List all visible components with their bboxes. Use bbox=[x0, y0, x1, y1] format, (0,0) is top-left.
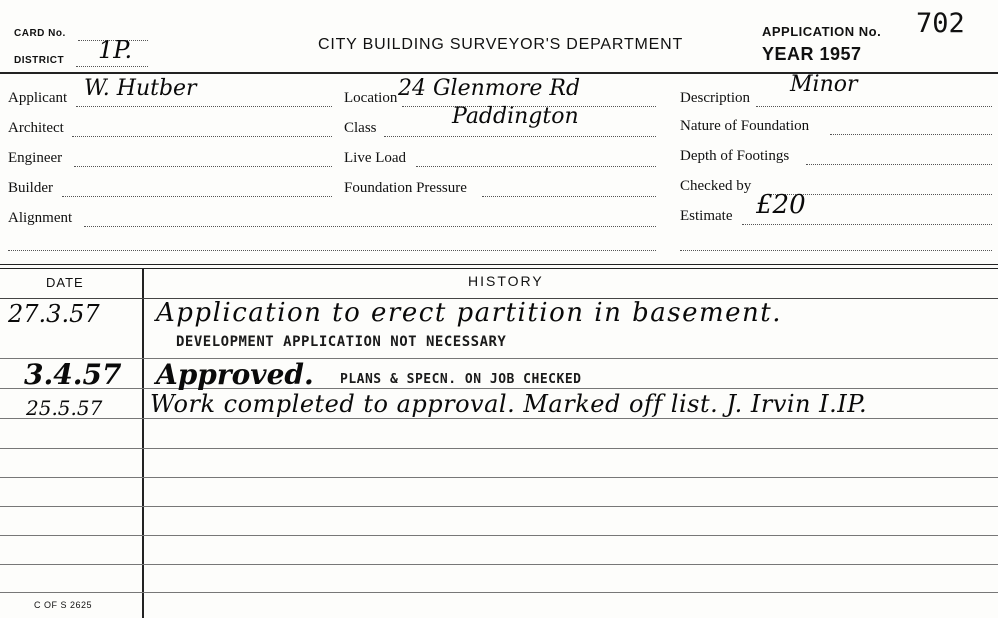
location-label: Location bbox=[344, 90, 398, 106]
ruled-line bbox=[0, 506, 998, 507]
ruled-line bbox=[0, 388, 998, 389]
description-label: Description bbox=[680, 90, 750, 106]
applicant-line bbox=[76, 106, 332, 107]
builder-line bbox=[62, 196, 332, 197]
application-no-label: APPLICATION No. bbox=[762, 24, 882, 39]
class-label: Class bbox=[344, 120, 377, 136]
live-load-label: Live Load bbox=[344, 150, 407, 166]
description-line bbox=[756, 106, 992, 107]
estimate-line bbox=[742, 224, 992, 225]
history-stamp: PLANS & SPECN. ON JOB CHECKED bbox=[340, 372, 582, 387]
history-date: 25.5.57 bbox=[26, 396, 103, 420]
ruled-line bbox=[0, 448, 998, 449]
district-value: 1P. bbox=[98, 36, 133, 64]
applicant-label: Applicant bbox=[8, 90, 68, 106]
history-stamp: DEVELOPMENT APPLICATION NOT NECESSARY bbox=[176, 334, 507, 350]
card-no-label: CARD No. bbox=[14, 28, 66, 39]
history-entry: Work completed to approval. Marked off list. J. Irvin I.IP. bbox=[150, 390, 868, 418]
depth-of-footings-label: Depth of Footings bbox=[680, 148, 790, 164]
history-date: 27.3.57 bbox=[8, 300, 100, 328]
applicant-value: W. Hutber bbox=[84, 76, 197, 101]
nature-of-foundation-line bbox=[830, 134, 992, 135]
alignment-line-2 bbox=[8, 250, 656, 251]
ruled-line bbox=[0, 358, 998, 359]
ruled-line bbox=[0, 592, 998, 593]
year-label: YEAR 1957 bbox=[762, 44, 862, 64]
checked-by-label: Checked by bbox=[680, 178, 752, 194]
estimate-label: Estimate bbox=[680, 208, 733, 224]
history-entry: Application to erect partition in basement. bbox=[156, 298, 782, 328]
table-top-rule bbox=[0, 264, 998, 265]
description-value: Minor bbox=[790, 72, 858, 97]
department-title: CITY BUILDING SURVEYOR'S DEPARTMENT bbox=[318, 36, 684, 53]
history-date: 3.4.57 bbox=[24, 358, 122, 391]
depth-of-footings-line bbox=[806, 164, 992, 165]
builder-label: Builder bbox=[8, 180, 53, 196]
alignment-label: Alignment bbox=[8, 210, 73, 226]
history-entry: Approved. bbox=[156, 358, 314, 391]
district-label: DISTRICT bbox=[14, 55, 65, 66]
foundation-pressure-label: Foundation Pressure bbox=[344, 180, 467, 196]
foundation-pressure-line bbox=[482, 196, 656, 197]
ruled-line bbox=[0, 535, 998, 536]
district-line bbox=[76, 66, 148, 67]
ruled-line bbox=[0, 564, 998, 565]
nature-of-foundation-label: Nature of Foundation bbox=[680, 118, 810, 134]
alignment-line bbox=[84, 226, 656, 227]
table-top-rule-2 bbox=[0, 268, 998, 269]
date-column-divider bbox=[142, 268, 144, 618]
form-code: C OF S 2625 bbox=[34, 600, 93, 610]
architect-line bbox=[72, 136, 332, 137]
class-line bbox=[384, 136, 656, 137]
engineer-label: Engineer bbox=[8, 150, 63, 166]
location-value-1: 24 Glenmore Rd bbox=[398, 76, 581, 101]
live-load-line bbox=[416, 166, 656, 167]
ruled-line bbox=[0, 477, 998, 478]
estimate-value: £20 bbox=[756, 190, 806, 220]
application-no-value: 702 bbox=[916, 8, 965, 39]
date-header: DATE bbox=[46, 275, 84, 290]
estimate-line-2 bbox=[680, 250, 992, 251]
location-value-2: Paddington bbox=[452, 104, 579, 129]
history-header: HISTORY bbox=[468, 273, 544, 289]
engineer-line bbox=[74, 166, 332, 167]
ruled-line bbox=[0, 418, 998, 419]
architect-label: Architect bbox=[8, 120, 64, 136]
